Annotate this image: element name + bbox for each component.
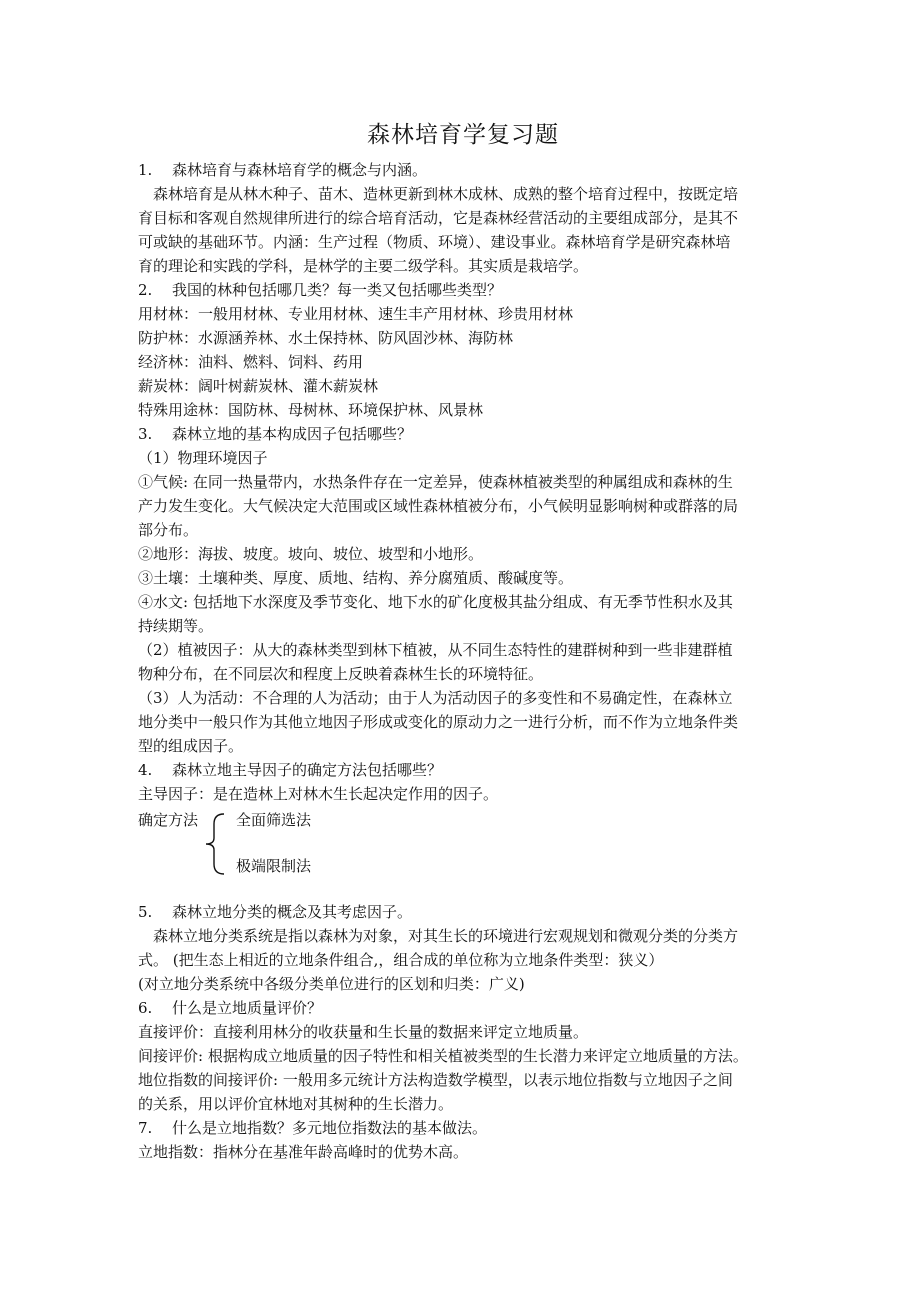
question-3 bbox=[138, 422, 788, 446]
page-title: 森林培育学复习题 bbox=[367, 122, 559, 148]
answer-line: 式。 (把生态上相近的立地条件组合,，组合成的单位称为立地条件类型：狭义） bbox=[138, 951, 664, 969]
question-number: 7. bbox=[138, 1119, 153, 1137]
answer-line: 物种分布，在不同层次和程度上反映着森林生长的环境特征。 bbox=[138, 665, 544, 683]
question-1 bbox=[138, 158, 788, 182]
question-text: 我国的林种包括哪几类？每一类又包括哪些类型？ bbox=[172, 281, 503, 299]
question-2 bbox=[138, 278, 788, 302]
answer-line: 森林立地分类系统是指以森林为对象，对其生长的环境进行宏观规划和微观分类的分类方 bbox=[153, 927, 739, 945]
answer-line: 的关系，用以评价宜林地对其树种的生长潜力。 bbox=[138, 1095, 454, 1113]
question-number: 1. bbox=[138, 161, 153, 179]
answer-line: 持续期等。 bbox=[138, 617, 214, 635]
answer-line: 型的组成因子。 bbox=[138, 737, 244, 755]
answer-line: 特殊用途林：国防林、母树林、环境保护林、风景林 bbox=[138, 401, 484, 419]
question-text: 森林立地主导因子的确定方法包括哪些？ bbox=[172, 761, 443, 779]
answer-line: （3）人为活动：不合理的人为活动；由于人为活动因子的多变性和不易确定性，在森林立 bbox=[138, 689, 733, 707]
question-number: 5. bbox=[138, 903, 153, 921]
question-7 bbox=[138, 1116, 788, 1140]
answer-line: 可或缺的基础环节。内涵：生产过程（物质、环境）、建设事业。森林培育学是研究森林培 bbox=[138, 233, 731, 251]
answer-line: 立地指数：指林分在基准年龄高峰时的优势木高。 bbox=[138, 1143, 469, 1161]
answer-line: ②地形：海拔、坡度。坡向、坡位、坡型和小地形。 bbox=[138, 545, 484, 563]
answer-line: 主导因子：是在造林上对林木生长起决定作用的因子。 bbox=[138, 785, 499, 803]
method-option: 全面筛选法 bbox=[236, 811, 312, 829]
answer-line: 森林培育是从林木种子、苗木、造林更新到林木成林、成熟的整个培育过程中，按既定培 bbox=[153, 185, 739, 203]
answer-line: 地位指数的间接评价: 一般用多元统计方法构造数学模型，以表示地位指数与立地因子之间 bbox=[138, 1071, 733, 1089]
question-4 bbox=[138, 758, 788, 782]
answer-line: ①气候: 在同一热量带内，水热条件存在一定差异，使森林植被类型的种属组成和森林的生 bbox=[138, 473, 733, 491]
question-number: 2. bbox=[138, 281, 153, 299]
answer-line: 地分类中一般只作为其他立地因子形成或变化的原动力之一进行分析，而不作为立地条件类 bbox=[138, 713, 739, 731]
answer-line: 防护林：水源涵养林、水土保持林、防风固沙林、海防林 bbox=[138, 329, 514, 347]
question-text: 森林培育与森林培育学的概念与内涵。 bbox=[172, 161, 428, 179]
answer-line: 经济林：油料、燃料、饲料、药用 bbox=[138, 353, 364, 371]
answer-line: 薪炭林：阔叶树薪炭林、灌木薪炭林 bbox=[138, 377, 379, 395]
answer-line: （1）物理环境因子 bbox=[138, 449, 268, 467]
question-number: 4. bbox=[138, 761, 153, 779]
answer-line: (对立地分类系统中各级分类单位进行的区划和归类：广义) bbox=[138, 975, 525, 993]
answer-line: 用材林：一般用材林、专业用材林、速生丰产用材林、珍贵用材林 bbox=[138, 305, 574, 323]
question-number: 6. bbox=[138, 999, 153, 1017]
question-text: 什么是立地质量评价？ bbox=[172, 999, 323, 1017]
answer-line: ③土壤：土壤种类、厚度、质地、结构、养分腐殖质、酸碱度等。 bbox=[138, 569, 574, 587]
answer-line: 育目标和客观自然规律所进行的综合培育活动，它是森林经营活动的主要组成部分，是其不 bbox=[138, 209, 739, 227]
answer-line: ④水文: 包括地下水深度及季节变化、地下水的矿化度极其盐分组成、有无季节性积水及其 bbox=[138, 593, 733, 611]
method-option: 极端限制法 bbox=[236, 857, 312, 875]
answer-line: 部分布。 bbox=[138, 521, 199, 539]
spacer bbox=[138, 880, 788, 900]
answer-line: 育的理论和实践的学科，是林学的主要二级学科。其实质是栽培学。 bbox=[138, 257, 589, 275]
question-text: 森林立地分类的概念及其考虑因子。 bbox=[172, 903, 413, 921]
answer-line: 产力发生变化。大气候决定大范围或区域性森林植被分布，小气候明显影响树种或群落的局 bbox=[138, 497, 739, 515]
question-6 bbox=[138, 996, 788, 1020]
question-text: 森林立地的基本构成因子包括哪些？ bbox=[172, 425, 413, 443]
answer-line: 直接评价：直接利用林分的收获量和生长量的数据来评定立地质量。 bbox=[138, 1023, 589, 1041]
question-5 bbox=[138, 900, 788, 924]
document-body bbox=[138, 158, 788, 1164]
method-label: 确定方法 bbox=[138, 811, 199, 829]
question-text: 什么是立地指数？多元地位指数法的基本做法。 bbox=[172, 1119, 488, 1137]
method-group bbox=[138, 808, 788, 880]
answer-line: 间接评价: 根据构成立地质量的因子特性和相关植被类型的生长潜力来评定立地质量的方法。 bbox=[138, 1047, 748, 1065]
question-number: 3. bbox=[138, 425, 153, 443]
brace-icon bbox=[200, 810, 230, 878]
answer-line: （2）植被因子：从大的森林类型到林下植被，从不同生态特性的建群树种到一些非建群植 bbox=[138, 641, 733, 659]
